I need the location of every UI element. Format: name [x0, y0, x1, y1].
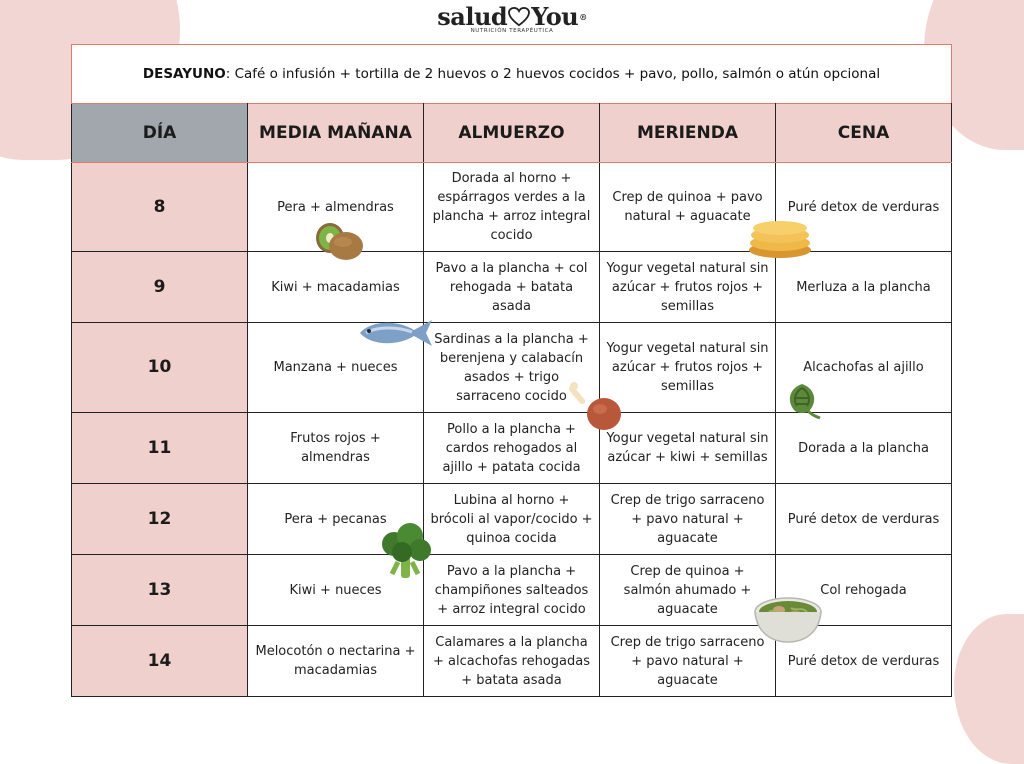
media-manana-cell: Kiwi + macadamias — [248, 252, 424, 323]
breakfast-banner — [71, 44, 952, 104]
day-cell: 10 — [72, 323, 248, 413]
soup-bowl-icon — [753, 590, 823, 648]
media-manana-cell: Frutos rojos + almendras — [248, 413, 424, 484]
table-row — [72, 163, 952, 252]
cena-cell: Puré detox de verduras — [776, 626, 952, 697]
cena-cell: Puré detox de verduras — [776, 484, 952, 555]
logo-text-right: You — [531, 2, 579, 31]
almuerzo-cell: Pollo a la plancha + cardos rehogados al ajillo + patata cocida — [424, 413, 600, 484]
breakfast-label: DESAYUNO — [142, 66, 226, 82]
logo-tagline: NUTRICIÓN TERAPÉUTICA — [470, 28, 554, 34]
table-header-row — [72, 104, 952, 163]
day-cell: 12 — [72, 484, 248, 555]
media-manana-cell: Pera + almendras — [248, 163, 424, 252]
header-cena: CENA — [776, 104, 952, 163]
header-dia: DÍA — [72, 104, 248, 163]
cena-cell: Dorada a la plancha — [776, 413, 952, 484]
broccoli-icon — [374, 522, 436, 584]
merienda-cell: Crep de quinoa + pavo natural + aguacate — [600, 163, 776, 252]
heart-icon — [508, 7, 530, 27]
table-row — [72, 484, 952, 555]
day-cell: 13 — [72, 555, 248, 626]
media-manana-cell: Manzana + nueces — [248, 323, 424, 413]
almuerzo-cell: Lubina al horno + brócoli al vapor/cocido + quinoa cocida — [424, 484, 600, 555]
cena-cell: Alcachofas al ajillo — [776, 323, 952, 413]
almuerzo-cell: Pavo a la plancha + champiñones salteados + arroz integral cocido — [424, 555, 600, 626]
chicken-leg-icon — [568, 380, 624, 434]
merienda-cell: Yogur vegetal natural sin azúcar + frutos rojos + semillas — [600, 323, 776, 413]
almuerzo-cell: Calamares a la plancha + alcachofas rehogadas + batata asada — [424, 626, 600, 697]
header-almuerzo: ALMUERZO — [424, 104, 600, 163]
table-row — [72, 413, 952, 484]
breakfast-text: : Café o infusión + tortilla de 2 huevos o 2 huevos cocidos + pavo, pollo, salmón o atún opcional — [225, 66, 881, 82]
media-manana-cell: Melocotón o nectarina + macadamias — [248, 626, 424, 697]
cena-cell: Col rehogada — [776, 555, 952, 626]
cena-cell: Puré detox de verduras — [776, 163, 952, 252]
table-row — [72, 252, 952, 323]
header-media-manana: MEDIA MAÑANA — [248, 104, 424, 163]
media-manana-cell: Kiwi + nueces — [248, 555, 424, 626]
day-cell: 9 — [72, 252, 248, 323]
fish-icon — [356, 316, 436, 350]
logo-registered-mark: ® — [579, 11, 587, 22]
merienda-cell: Yogur vegetal natural sin azúcar + kiwi + semillas — [600, 413, 776, 484]
logo-text-left: salud — [437, 2, 508, 31]
merienda-cell: Crep de trigo sarraceno + pavo natural + aguacate — [600, 626, 776, 697]
merienda-cell: Yogur vegetal natural sin azúcar + frutos rojos + semillas — [600, 252, 776, 323]
day-cell: 11 — [72, 413, 248, 484]
merienda-cell: Crep de quinoa + salmón ahumado + aguacate — [600, 555, 776, 626]
day-cell: 14 — [72, 626, 248, 697]
day-cell: 8 — [72, 163, 248, 252]
cena-cell: Merluza a la plancha — [776, 252, 952, 323]
decorative-blob-bottom-right — [954, 614, 1024, 764]
almuerzo-cell: Pavo a la plancha + col rehogada + batata asada — [424, 252, 600, 323]
brand-logo — [0, 2, 1024, 34]
kiwi-icon — [310, 218, 366, 266]
artichoke-icon — [780, 378, 824, 420]
pancakes-icon — [747, 218, 813, 260]
header-merienda: MERIENDA — [600, 104, 776, 163]
almuerzo-cell: Dorada al horno + espárragos verdes a la plancha + arroz integral cocido — [424, 163, 600, 252]
merienda-cell: Crep de trigo sarraceno + pavo natural + aguacate — [600, 484, 776, 555]
almuerzo-cell: Sardinas a la plancha + berenjena y calabacín asados + trigo sarraceno cocido — [424, 323, 600, 413]
media-manana-cell: Pera + pecanas — [248, 484, 424, 555]
